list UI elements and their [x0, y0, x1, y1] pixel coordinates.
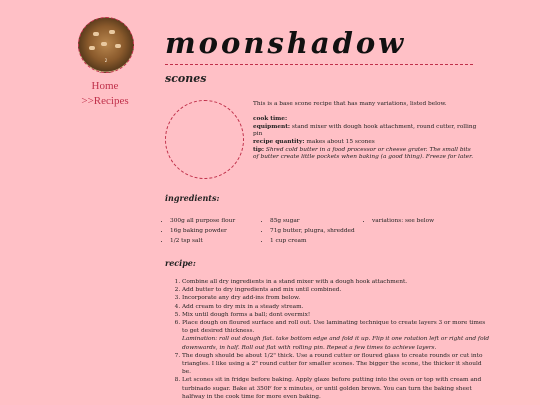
ingredient-item: • 1/2 tsp salt — [170, 236, 235, 246]
nav-home-link[interactable]: Home — [91, 80, 119, 92]
equipment-value: stand mixer with dough hook attachment, round cutter, rolling pin — [253, 123, 477, 138]
page-title: scones — [165, 72, 207, 85]
equipment-label: equipment: — [253, 123, 291, 130]
equipment-line — [253, 124, 478, 139]
recipe-heading: recipe: — [165, 258, 196, 268]
site-logo[interactable] — [78, 17, 134, 73]
site-title: moonshadow — [165, 26, 407, 60]
ingredients-column-3 — [362, 216, 434, 226]
recipe-photo-placeholder — [165, 100, 244, 179]
recipe-step: 2. Add butter to dry ingredients and mix until combined. — [182, 286, 492, 294]
intro-text: This is a base scone recipe that has many variations, listed below. — [253, 101, 447, 107]
nav-recipes-link[interactable]: >>Recipes — [81, 95, 129, 107]
logo-caption: 2 — [104, 58, 108, 63]
ingredients-heading: ingredients: — [165, 193, 220, 203]
recipe-step: 4. Add cream to dry mix in a steady stream. — [182, 303, 492, 311]
ingredient-item: • variations: see below — [372, 216, 434, 226]
tip-value: Shred cold butter in a food processor or cheese grater. The small bits of butter create little pockets when baking (a good thing). Freeze for later. — [253, 146, 474, 161]
recipe-step: 5. Mix until dough forms a ball; dont overmix! — [182, 311, 492, 319]
ingredient-item: • 16g baking powder — [170, 226, 235, 236]
recipe-step: 8. Let scones sit in fridge before baking. Apply glaze before putting into the oven or top with cream and turbinado sugar. Bake at 350F for x minutes, or until golden brown. You can turn the baking sheet halfway in the cook time for more even baking. — [182, 376, 492, 401]
recipe-step-text: Place dough on floured surface and roll out. Use laminating technique to create layers 3 or more times to get desired thickness. — [182, 320, 486, 335]
sidebar-nav — [70, 79, 140, 109]
ingredient-item: • 85g sugar — [270, 216, 355, 226]
recipe-step-with-note — [182, 319, 492, 352]
recipe-step: 7. The dough should be about 1/2" thick. Use a round cutter or floured glass to create rounds or cut into triangles. I like using a 2" round cutter for smaller scones. The bigger the scone, the thicker it should be. — [182, 352, 492, 377]
title-divider — [165, 64, 473, 65]
ingredient-item: • 71g butter, plugra, shredded — [270, 226, 355, 236]
quantity-label: recipe quantity: — [253, 138, 305, 145]
tip-line — [253, 147, 478, 162]
recipe-intro — [253, 101, 478, 162]
cook-time-line — [253, 116, 478, 124]
recipe-step: 1. Combine all dry ingredients in a stand mixer with a dough hook attachment. — [182, 278, 492, 286]
recipe-step: 3. Incorporate any dry add-ins from below. — [182, 294, 492, 302]
ingredient-item: • 300g all purpose flour — [170, 216, 235, 226]
cook-time-label: cook time: — [253, 116, 288, 123]
tip-label: tip: — [253, 146, 265, 153]
ingredient-item: • 1 cup cream — [270, 236, 355, 246]
lamination-note: Lamination: roll out dough flat. take bottom edge and fold it up. Flip it one rotation left or right and fold downwards, in half. Roll out flat with rolling pin. Repeat a few times to achieve layers. — [182, 336, 490, 351]
quantity-value: makes about 15 scones — [306, 138, 375, 145]
recipe-steps — [170, 278, 492, 401]
quantity-line — [253, 139, 478, 147]
ingredients-column-2 — [260, 216, 355, 246]
ingredients-column-1 — [160, 216, 235, 246]
